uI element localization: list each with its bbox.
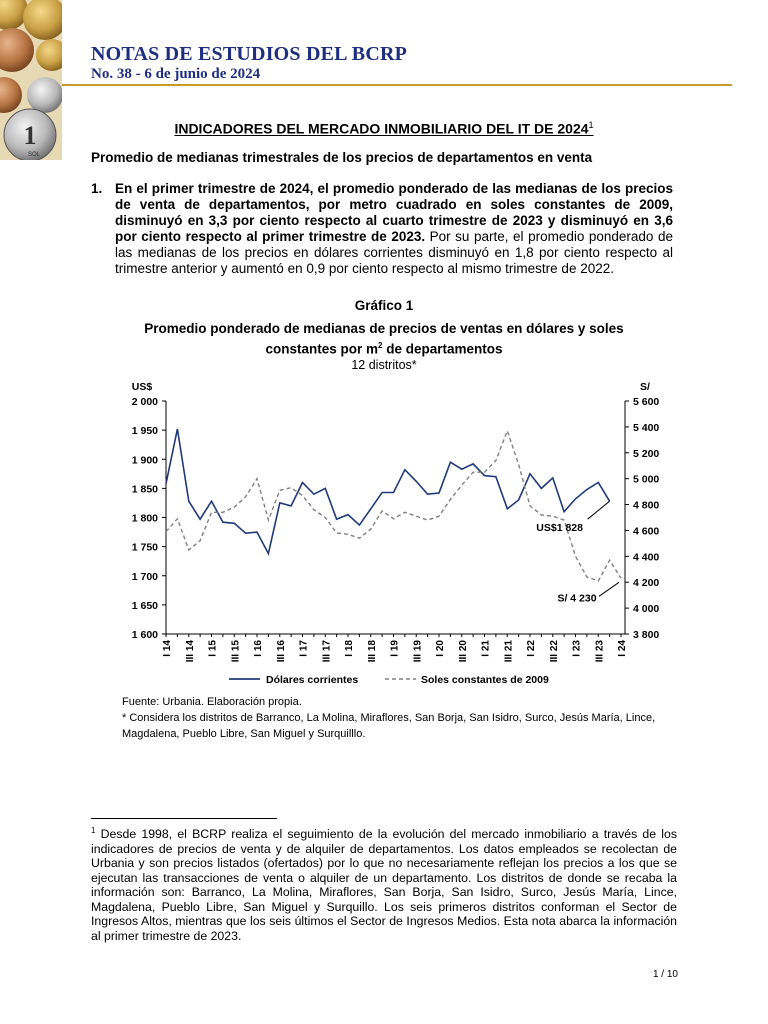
footnote-marker: 1	[91, 826, 96, 835]
series-line-soles	[166, 431, 621, 581]
graph-title-line2	[0, 341, 768, 357]
paragraph-1	[91, 181, 673, 277]
x-tick-label: III 22	[548, 640, 560, 663]
footnote-rule	[91, 818, 277, 819]
graph-title-sup: 2	[378, 341, 383, 350]
left-tick-label: 1 650	[131, 599, 158, 612]
left-tick-label: 1 900	[131, 454, 158, 467]
legend-label-dolares: Dólares corrientes	[266, 674, 359, 686]
graph-note: 12 distritos*	[351, 358, 417, 372]
x-tick-label: I 21	[480, 640, 492, 657]
footnote-ref[interactable]: 1	[588, 120, 594, 130]
graph-title-line2-post: de departamentos	[382, 341, 503, 357]
x-tick-label: I 16	[253, 640, 264, 657]
annotation-soles-leader	[599, 582, 619, 596]
x-tick-label: III 16	[275, 640, 287, 663]
left-tick-label: 1 700	[131, 570, 158, 583]
publication-title: NOTAS DE ESTUDIOS DEL BCRP	[91, 43, 408, 65]
publication-issue: No. 38 - 6 de junio de 2024	[91, 66, 261, 82]
left-tick-label: 1 800	[131, 512, 158, 525]
x-tick-label: I 14	[162, 640, 173, 657]
x-tick-label: I 15	[207, 640, 219, 657]
x-tick-label: I 17	[298, 640, 310, 657]
document-title	[0, 120, 768, 137]
document-title-text: INDICADORES DEL MERCADO INMOBILIARIO DEL IT DE 2024	[174, 120, 589, 137]
x-tick-label: III 17	[321, 640, 333, 663]
left-tick-label: 2 000	[131, 396, 158, 408]
right-tick-label: 4 600	[633, 525, 660, 538]
right-tick-label: 4 000	[633, 603, 660, 616]
right-tick-label: 3 800	[633, 629, 660, 641]
graph-title-line2-pre: constantes por m	[265, 341, 379, 357]
series-line-dolares	[166, 429, 610, 554]
x-tick-label: III 15	[230, 640, 242, 663]
right-tick-label: 4 400	[633, 551, 660, 564]
paragraph-regular-text: Por su parte, el promedio ponderado de las medianas de los precios en dólares corrientes disminuyó en 1,8 por ciento respecto al trimestre anterior y aumentó en 0,9 por ciento respecto al mismo trimestre de 2022.	[115, 229, 673, 276]
coin-numeral: 1	[23, 121, 37, 150]
x-tick-label: I 22	[526, 640, 537, 657]
right-axis-label: S/	[640, 381, 650, 393]
annotation-soles: S/ 4 230	[557, 592, 597, 605]
right-tick-label: 4 200	[633, 577, 660, 590]
footnote	[91, 824, 677, 943]
graph-label: Gráfico 1	[354, 298, 414, 313]
right-tick-label: 5 200	[633, 447, 660, 460]
left-tick-label: 1 850	[131, 483, 158, 496]
header-rule	[62, 84, 732, 86]
right-tick-label: 4 800	[633, 499, 660, 512]
x-tick-label: I 20	[435, 640, 446, 657]
x-tick-label: III 21	[503, 640, 515, 663]
left-tick-label: 1 600	[131, 629, 158, 641]
left-tick-label: 1 950	[131, 425, 158, 438]
footnote-text: Desde 1998, el BCRP realiza el seguimiento de la evolución del mercado inmobiliario a través de los indicadores de precios de venta y de alquiler de departamentos. Los datos empleados se recolectan de Urbania y son precios listados (ofertados) por lo que no necesariamente reflejan los precios a los que se ejecutan las transacciones de venta o alquiler de un departamento. Los distritos de donde se recaba la información son: Barranco, La Molina, Miraflores, San Borja, San Isidro, Surco, Jesús María, Lince, Magdalena, Pueblo Libre, San Miguel y Surquillo. Los seis primeros distritos conforman el Sector de Ingresos Altos, mientras que los seis últimos el Sector de Ingresos Medios. Esta nota abarca la información al primer trimestre de 2023.	[91, 827, 677, 943]
x-tick-label: III 20	[457, 640, 469, 663]
graph-title-line1: Promedio ponderado de medianas de precios de ventas en dólares y soles	[144, 321, 624, 336]
x-tick-label: III 19	[412, 640, 424, 663]
annotation-dolares-leader	[588, 501, 610, 519]
right-tick-label: 5 600	[633, 396, 660, 408]
x-tick-label: I 19	[389, 640, 401, 657]
right-tick-label: 5 000	[633, 473, 660, 486]
x-tick-label: I 24	[617, 640, 628, 657]
x-tick-label: I 18	[344, 640, 355, 657]
paragraph-bold-text: En el primer trimestre de 2024, el promedio ponderado de las medianas de los precios de venta de departamentos, por metro cuadrado en soles constantes de 2009, disminuyó en 3,3 por ciento respecto al cuarto trimestre de 2023 y disminuyó en 3,6 por ciento respecto al primer trimestre de 2023.	[115, 181, 673, 244]
source-line: Fuente: Urbania. Elaboración propia.	[122, 696, 302, 708]
coin-text: SOL	[27, 152, 41, 158]
line-chart	[0, 370, 768, 692]
x-tick-label: III 18	[366, 640, 378, 663]
left-axis-label: US$	[131, 381, 153, 393]
section-heading: Promedio de medianas trimestrales de los precios de departamentos en venta	[91, 150, 593, 165]
legend-label-soles: Soles constantes de 2009	[421, 674, 549, 686]
right-tick-label: 5 400	[633, 421, 660, 434]
page-number: 1 / 10	[652, 969, 678, 980]
left-tick-label: 1 750	[131, 541, 158, 554]
x-tick-label: III 23	[594, 640, 606, 663]
x-tick-label: I 23	[571, 640, 583, 657]
source-note: * Considera los distritos de Barranco, La Molina, Miraflores, San Borja, San Isidro, Surco, Jesús María, Lince, Magdalena, Pueblo Libre, San Miguel y Surquilllo.	[122, 712, 656, 740]
annotation-dolares: US$1 828	[536, 522, 583, 535]
paragraph-number: 1.	[91, 181, 103, 196]
x-tick-label: III 14	[184, 640, 196, 663]
chart-source	[122, 694, 682, 742]
